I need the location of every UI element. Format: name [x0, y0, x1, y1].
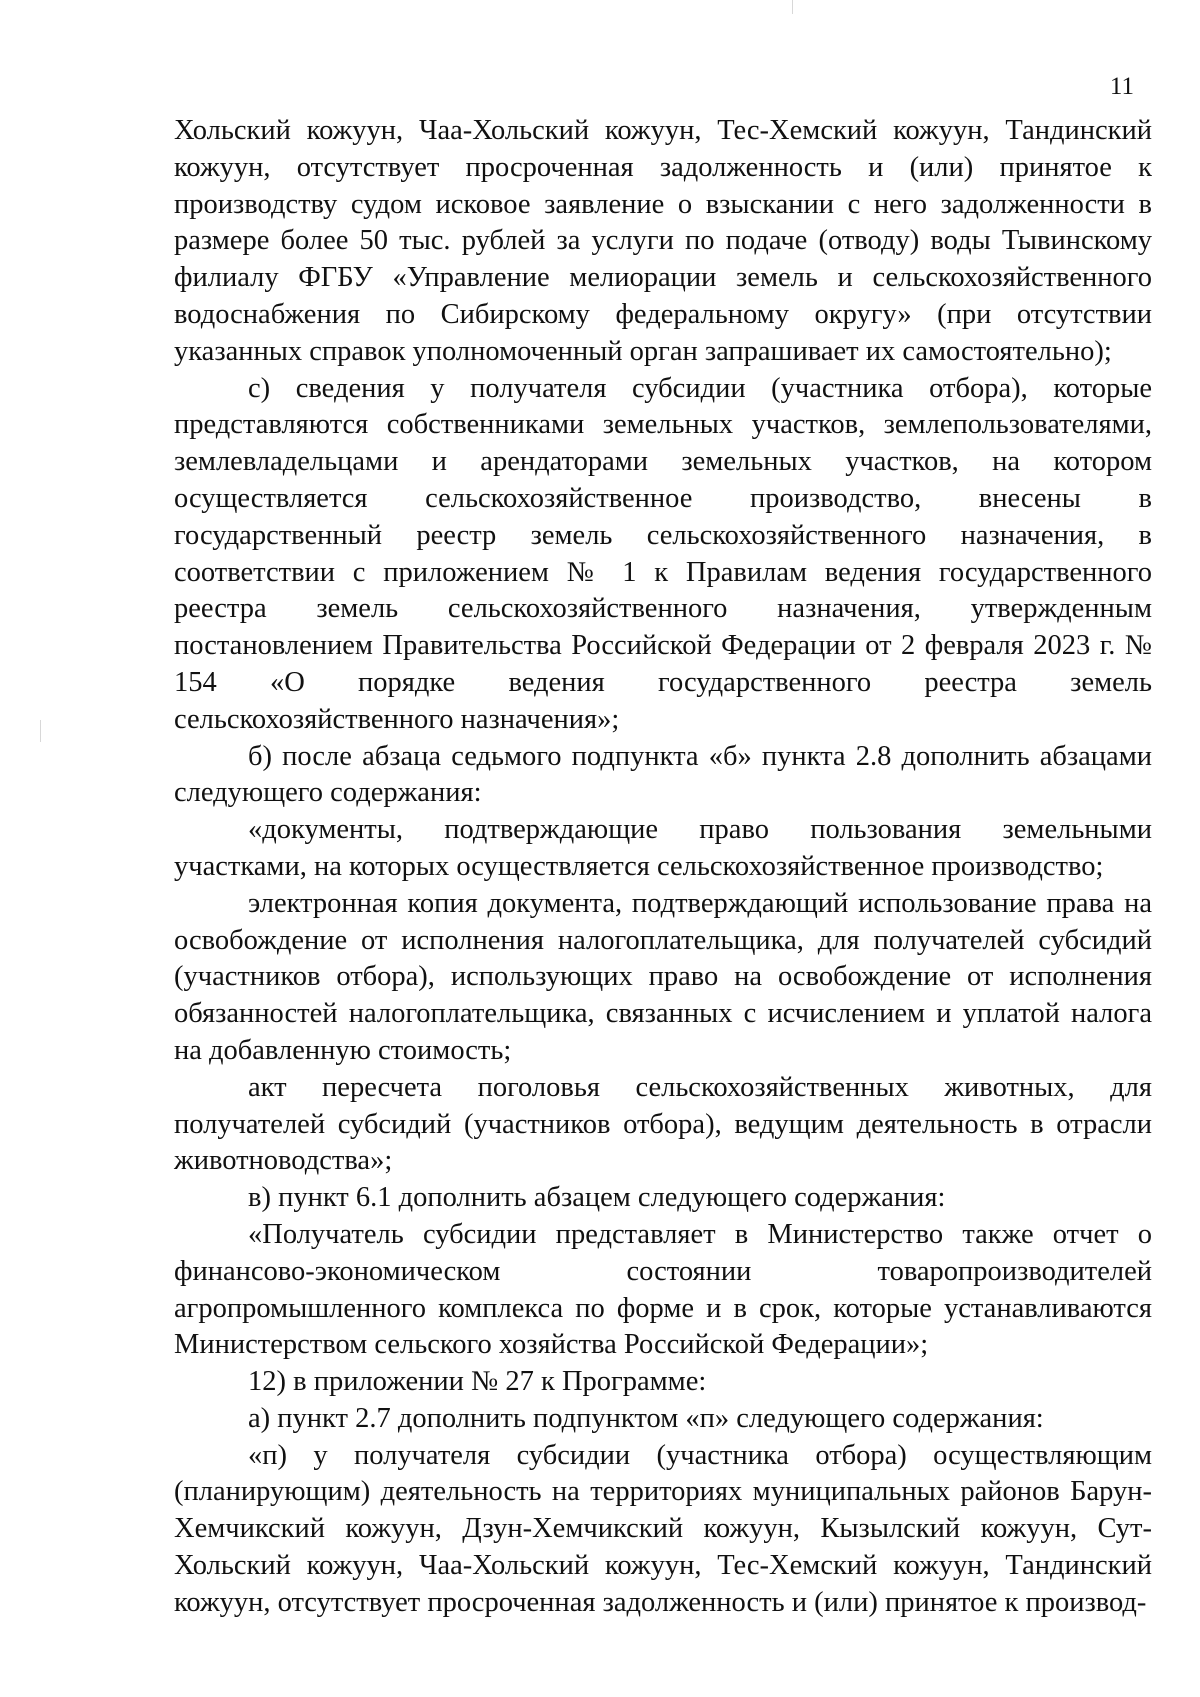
paragraph-item-b: б) после абзаца седьмого подпункта «б» пункта 2.8 дополнить абзацами следующего содержания: — [174, 740, 1152, 809]
paragraph-item-12: 12) в приложении № 27 к Программе: — [248, 1366, 707, 1398]
paragraph-item-s: с) сведения у получателя субсидии (участника отбора), которые представляются собственниками земельных участков, землепользователями, землевладельцами и арендаторами земельных участков, на котором осуществляется сельскохозяйственное производство, внесены в государственный реестр земель сельскохозяйственного назначения, в соответствии с приложением № 1 к Правилам ведения государственного реестра земель сельскохозяйственного назначения, утвержденным постановлением Правительства Российской Федерации от 2 февраля 2023 г. № 154 «О порядке ведения государственного реестра земель сельскохозяйственного назначения»; — [174, 372, 1152, 735]
paragraph-item-a: а) пункт 2.7 дополнить подпунктом «п» следующего содержания: — [248, 1402, 1044, 1434]
paragraph-item-v: в) пункт 6.1 дополнить абзацем следующего содержания: — [248, 1182, 946, 1214]
paragraph-livestock-act: акт пересчета поголовья сельскохозяйственных животных, для получателей субсидий (участников отбора), ведущим деятельность в отрасли животноводства»; — [174, 1071, 1152, 1177]
paragraph-continuation: Хольский кожуун, Чаа-Хольский кожуун, Тес-Хемский кожуун, Тандинский кожуун, отсутствует просроченная задолженность и (или) принятое к производству судом исковое заявление о взыскании с него задолженности в размере более 50 тыс. рублей за услуги по подаче (отводу) воды Тывинскому филиалу ФГБУ «Управление мелиорации земель и сельскохозяйственного водоснабжения по Сибирскому федеральному округу» (при отсутствии указанных справок уполномоченный орган запрашивает их самостоятельно); — [174, 115, 1152, 367]
paragraph-quote-report: «Получатель субсидии представляет в Министерство также отчет о финансово-экономическом состоянии товаропроизводителей агропромышленного комплекса по форме и в срок, которые устанавливаются Министерством сельского хозяйства Российской Федерации»; — [174, 1218, 1152, 1361]
scan-edge-mark-left — [40, 720, 41, 742]
paragraph-electronic-copy: электронная копия документа, подтверждающий использование права на освобождение от исполнения налогоплательщика, для получателей субсидий (участников отбора), использующих право на освобождение от исполнения обязанностей налогоплательщика, связанных с исчислением и уплатой налога на добавленную стоимость; — [174, 887, 1152, 1066]
scan-edge-mark-top — [792, 0, 793, 14]
paragraph-quote-documents: «документы, подтверждающие право пользования земельными участками, на которых осуществляется сельскохозяйственное производство; — [174, 814, 1152, 882]
paragraph-quote-p: «п) у получателя субсидии (участника отбора) осуществляющим (планирующим) деятельность на территориях муниципальных районов Барун-Хемчикский кожуун, Дзун-Хемчикский кожуун, Кызылский кожуун, Сут-Хольский кожуун, Чаа-Хольский кожуун, Тес-Хемский кожуун, Тандинский кожуун, отсутствует просроченная задолженность и (или) принятое к производ- — [174, 1439, 1152, 1618]
document-body — [174, 113, 1152, 1622]
page-number: 11 — [1109, 73, 1134, 100]
